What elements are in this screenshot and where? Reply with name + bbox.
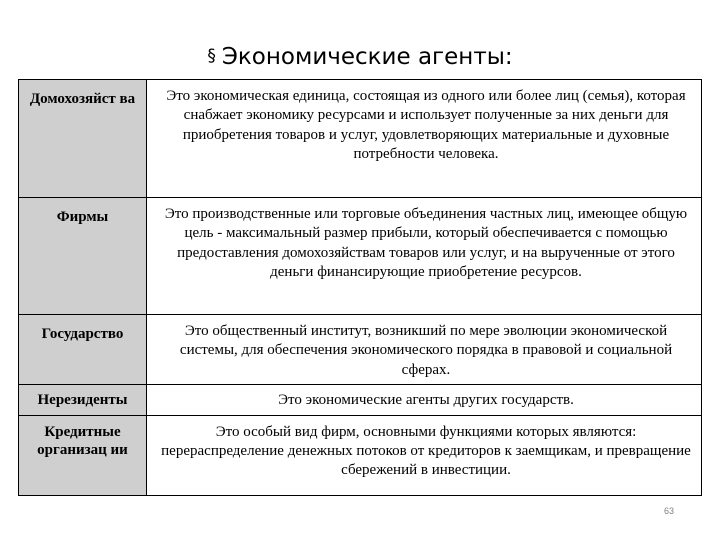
table-row: [19, 385, 702, 415]
agent-definition-credit-organizations: Это особый вид фирм, основными функциями которых являются: перераспределение денежных потоков от кредиторов к заемщикам, и превращение сбережений в инвестиции.: [147, 415, 702, 495]
table-row: [19, 80, 702, 198]
agents-table: [18, 79, 702, 496]
agent-term-households: Домохозяйст ва: [19, 80, 147, 198]
slide-title-text: Экономические агенты:: [221, 44, 513, 70]
agent-term-credit-organizations: Кредитные организац ии: [19, 415, 147, 495]
agent-term-state: Государство: [19, 315, 147, 385]
agent-definition-nonresidents: Это экономические агенты других государств.: [147, 385, 702, 415]
table-row: [19, 415, 702, 495]
table-row: [19, 198, 702, 315]
agent-definition-state: Это общественный институт, возникший по мере эволюции экономической системы, для обеспечения экономического порядка в правовой и социальной сферах.: [147, 315, 702, 385]
page-number: 63: [664, 506, 675, 516]
slide-title: [0, 44, 720, 70]
table-row: [19, 315, 702, 385]
agent-term-firms: Фирмы: [19, 198, 147, 315]
agent-definition-households: Это экономическая единица, состоящая из одного или более лиц (семья), которая снабжает экономику ресурсами и использует полученные за них деньги для приобретения товаров и услуг, удовлетворяющих материальные и духовные потребности человека.: [166, 88, 686, 163]
square-bullet-icon: §: [207, 46, 216, 66]
agent-definition-firms: Это производственные или торговые объединения частных лиц, имеющее общую цель - максимальный размер прибыли, который обеспечивается с помощью предоставления домохозяйствам товаров или услуг, и на вырученные от этого деньги финансирующие приобретение ресурсов.: [147, 198, 702, 315]
agent-term-nonresidents: Нерезиденты: [19, 385, 147, 415]
